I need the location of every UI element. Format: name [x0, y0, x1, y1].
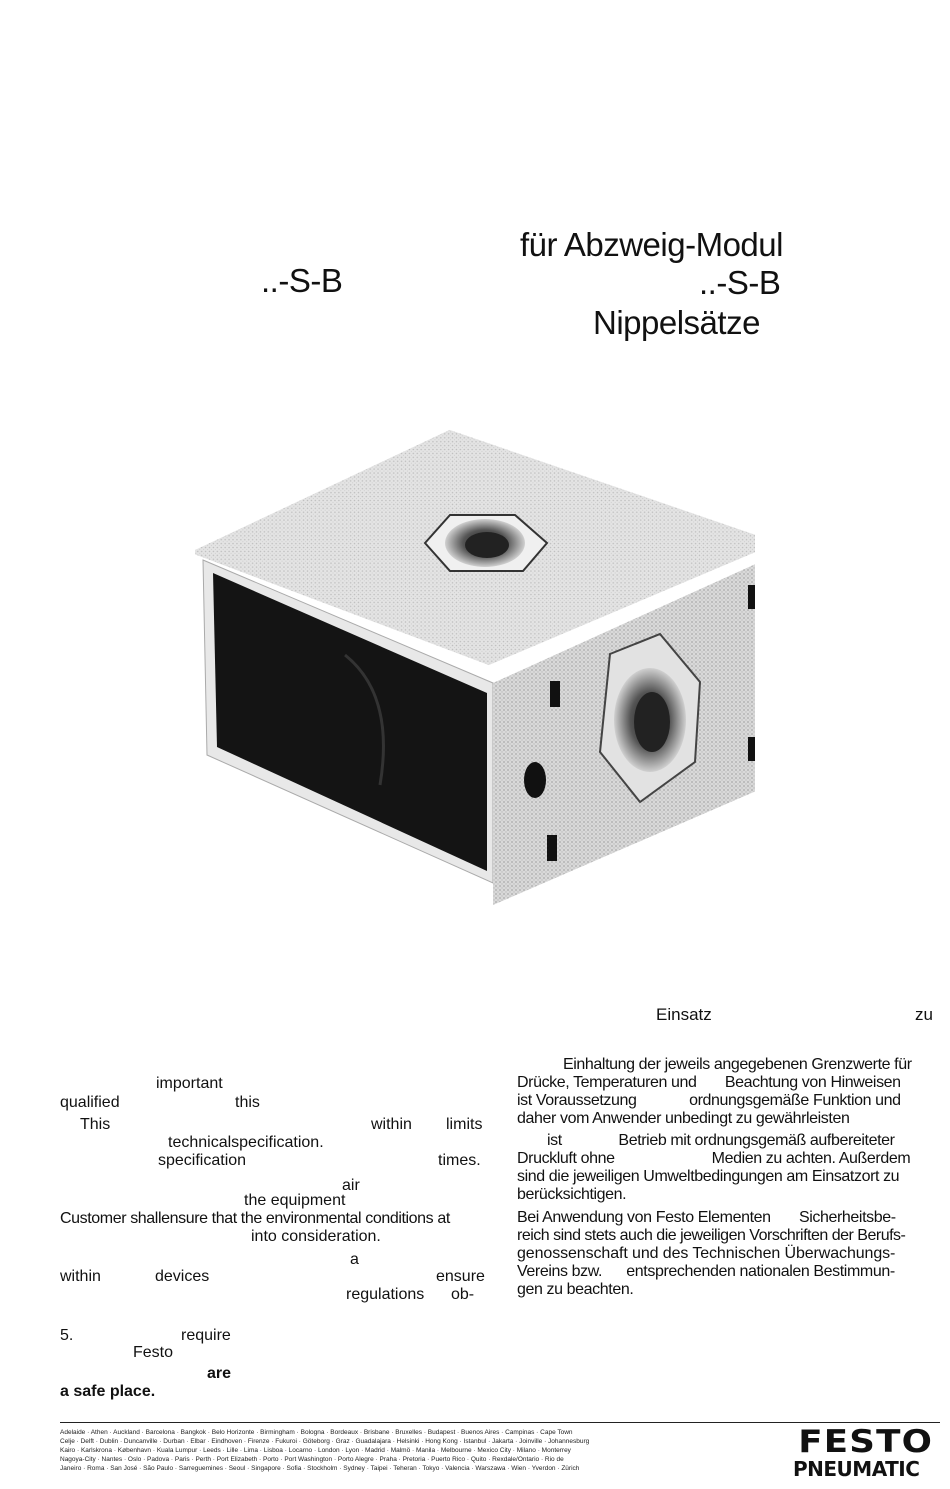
- en-fragment: times.: [438, 1152, 481, 1169]
- mounting-slot: [547, 835, 557, 861]
- de-line: Vereins bzw. entsprechenden nationalen Bestimmun-: [517, 1263, 895, 1280]
- en-fragment: ob-: [451, 1286, 475, 1303]
- en-fragment: the equipment: [244, 1192, 346, 1209]
- en-fragment: are: [207, 1365, 232, 1382]
- german-title-line-3: Nippelsätze: [593, 304, 760, 341]
- city-line: Janeiro · Roma · San José · São Paulo · Sarreguemines · Seoul · Singapore · Sofia · Stockholm · Sydney · Taipei · Teheran · Tokyo · Valencia · Warszawa · Wien · Yverdon · Zürich: [60, 1465, 580, 1472]
- mounting-slot: [550, 681, 560, 707]
- en-fragment: this: [235, 1094, 260, 1111]
- de-line: Einhaltung der jeweils angegebenen Grenzwerte für: [563, 1056, 912, 1073]
- en-fragment: Customer shallensure that the environmental conditions at: [60, 1210, 450, 1227]
- en-fragment: technicalspecification.: [168, 1134, 324, 1151]
- de-line: Drücke, Temperaturen und Beachtung von Hinweisen: [517, 1074, 901, 1091]
- city-line: Kairo · Karlskrona · København · Kuala Lumpur · Leeds · Lille · Lima · Lisboa · Locarno · London · Lyon · Madrid · Malmö · Manila · Melbourne · Mexico City · Milano · Monterrey: [60, 1447, 571, 1454]
- en-fragment: require: [181, 1327, 231, 1344]
- german-heading-right: zu: [915, 1005, 933, 1024]
- en-fragment: specification: [158, 1152, 247, 1169]
- mounting-hole: [524, 762, 546, 798]
- english-title-fragment: ..-S-B: [261, 262, 343, 299]
- german-title-line-2: ..-S-B: [699, 264, 781, 301]
- de-line: genossenschaft und des Technischen Überwachungs-: [517, 1245, 896, 1262]
- de-line: Druckluft ohne Medien zu achten. Außerdem: [517, 1150, 911, 1167]
- en-fragment: important: [156, 1075, 223, 1092]
- logo-pneumatic-text: PNEUMATIC: [793, 1457, 920, 1481]
- de-line: Bei Anwendung von Festo Elementen Sicherheitsbe-: [517, 1209, 896, 1226]
- de-line: sind die jeweiligen Umweltbedingungen am Einsatzort zu: [517, 1168, 900, 1185]
- city-line: Nagoya-City · Nantes · Oslo · Padova · Paris · Perth · Port Elizabeth · Porto · Port Washington · Porto Alegre · Praha · Pretoria · Puerto Rico · Quito · Rexdale/Ontario · Rio de: [60, 1456, 564, 1463]
- city-line: Adelaide · Athen · Auckland · Barcelona · Bangkok · Belo Horizonte · Birmingham · Bologna · Bordeaux · Brisbane · Bruxelles · Budapest · Buenos Aires · Campinas · Cape Town: [60, 1429, 573, 1436]
- en-fragment: within: [371, 1116, 412, 1133]
- en-fragment: devices: [155, 1268, 210, 1285]
- en-fragment: Festo: [133, 1344, 174, 1361]
- footer-city-list: [60, 1428, 786, 1473]
- en-fragment: limits: [446, 1116, 483, 1133]
- mounting-slot: [748, 585, 755, 609]
- de-line: ist Voraussetzung ordnungsgemäße Funktion und: [517, 1092, 901, 1109]
- en-fragment: ensure: [436, 1268, 485, 1285]
- en-fragment: a safe place.: [60, 1383, 156, 1400]
- german-heading-left: Einsatz: [656, 1005, 712, 1024]
- de-line: ist Betrieb mit ordnungsgemäß aufbereiteter: [547, 1132, 895, 1149]
- german-title-line-1: für Abzweig-Modul: [520, 226, 783, 263]
- mounting-slot: [748, 737, 755, 761]
- en-fragment: within: [60, 1268, 101, 1285]
- en-fragment: 5.: [60, 1327, 74, 1344]
- logo-festo-text: FESTO: [798, 1424, 934, 1460]
- branch-module-product-image: [195, 425, 755, 910]
- en-fragment: air: [342, 1177, 360, 1194]
- en-fragment: into consideration.: [251, 1228, 381, 1245]
- de-line: gen zu beachten.: [517, 1281, 634, 1298]
- footer-rule: [60, 1422, 940, 1423]
- de-line: daher vom Anwender unbedingt zu gewährleisten: [517, 1110, 850, 1127]
- de-line: reich sind stets auch die jeweiligen Vorschriften der Berufs-: [517, 1227, 906, 1244]
- de-line: berücksichtigen.: [517, 1186, 627, 1203]
- en-fragment: a: [350, 1251, 359, 1268]
- festo-logo: [793, 1424, 934, 1481]
- en-fragment: regulations: [346, 1286, 425, 1303]
- en-fragment: This: [80, 1116, 111, 1133]
- en-fragment: qualified: [60, 1094, 120, 1111]
- city-line: Celje · Delft · Dublin · Duncanville · Durban · Elbar · Eindhoven · Firenze · Fukuroi · Göteborg · Graz · Guadalajara · Helsinki · Hong Kong · Istanbul · Jakarta · Joinville · Johannesburg: [60, 1438, 590, 1445]
